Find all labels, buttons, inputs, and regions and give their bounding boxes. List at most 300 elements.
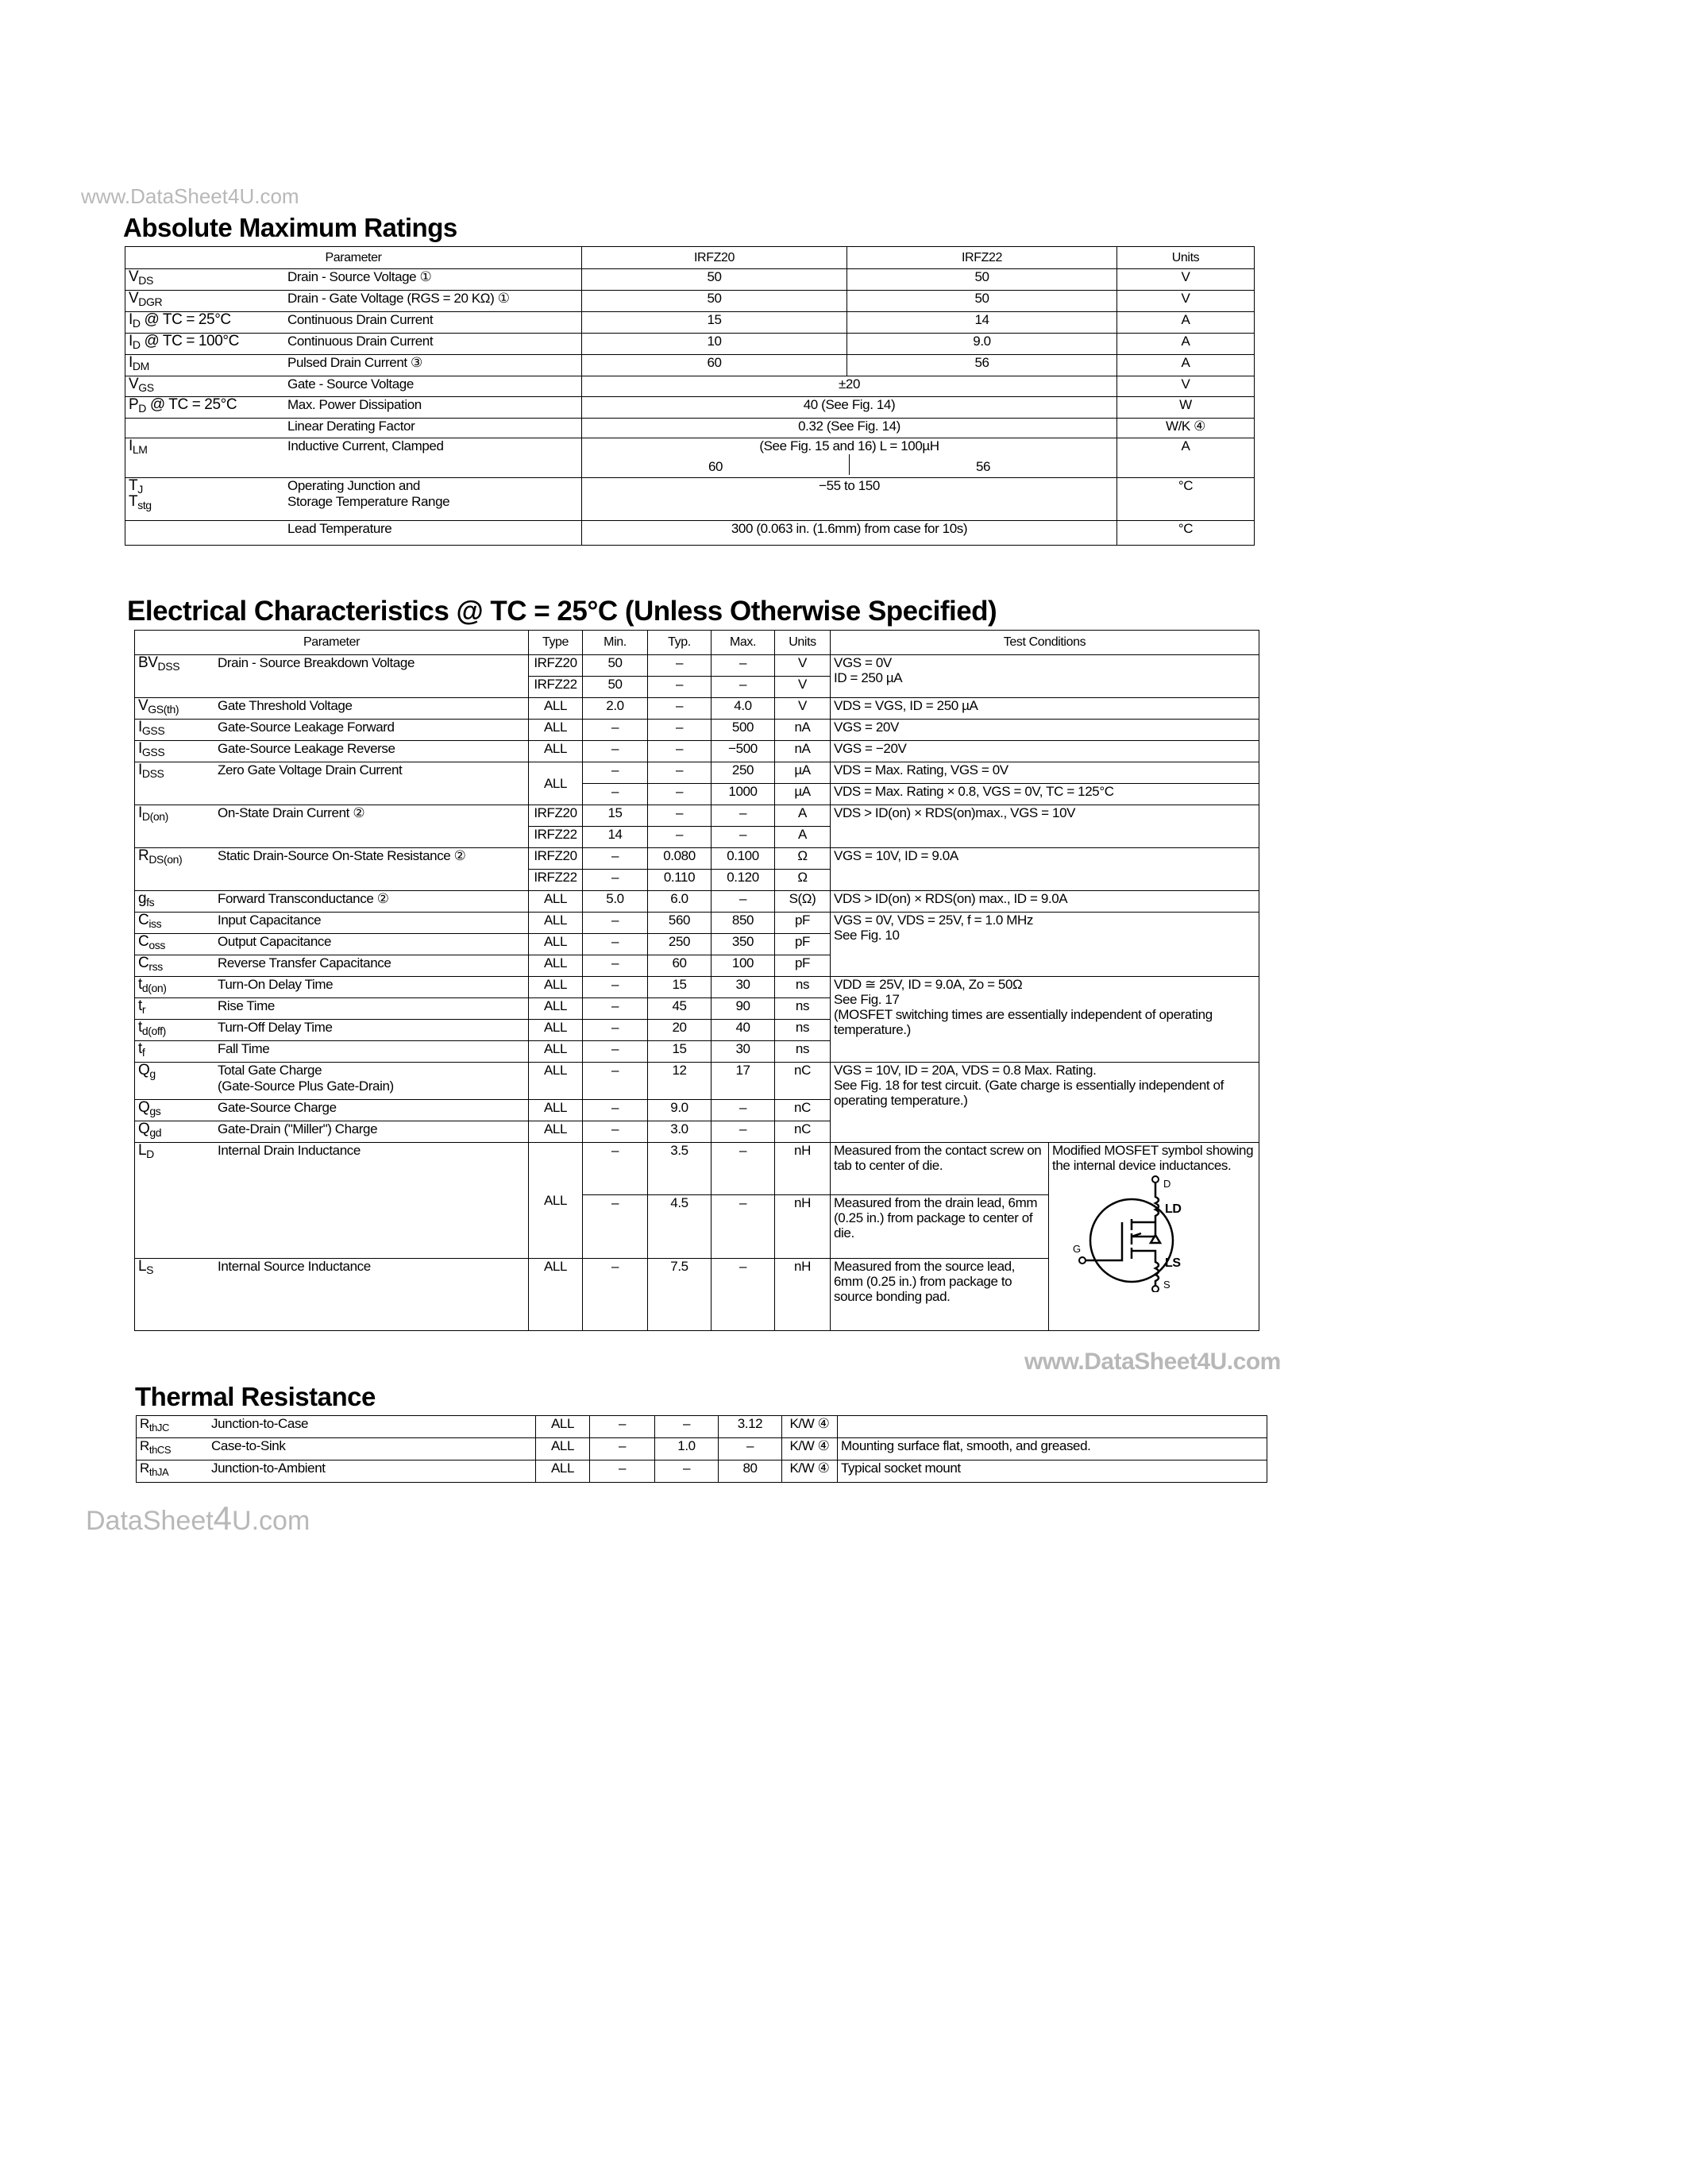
unit-cell: K/W ④ <box>782 1438 838 1461</box>
watermark-top: www.DataSheet4U.com <box>81 184 299 208</box>
parameter-box <box>129 291 578 307</box>
type-cell: ALL <box>529 1100 583 1121</box>
param-col <box>287 269 431 285</box>
symbol <box>129 291 280 307</box>
mosfet-label-ls: LS <box>1165 1256 1181 1270</box>
typ-cell: – <box>648 827 712 848</box>
test-condition <box>831 1063 1259 1143</box>
symbol <box>138 741 218 757</box>
parameter-cell <box>125 438 582 478</box>
watermark-bottom-c: U.com <box>232 1506 310 1536</box>
test-condition <box>831 805 1259 848</box>
symbol-sub: GS(th) <box>148 703 179 716</box>
value-both: −55 to 150 <box>582 478 1117 521</box>
max-cell: 80 <box>719 1461 782 1483</box>
parameter-cell <box>135 891 529 913</box>
irfz20-value: 50 <box>582 291 847 312</box>
table-row <box>135 741 1259 762</box>
type-cell: ALL <box>536 1438 590 1461</box>
unit-cell: A <box>1117 312 1255 334</box>
symbol-col <box>129 376 287 392</box>
max-cell: 1000 <box>712 784 775 805</box>
symbol-sub: LM <box>132 443 148 456</box>
symbol <box>129 355 280 371</box>
parameter-cell <box>135 1121 529 1143</box>
unit-cell: ns <box>775 1041 831 1063</box>
param-col <box>218 762 402 778</box>
unit-cell: W/K ④ <box>1117 419 1255 438</box>
symbol-main: T <box>129 493 138 510</box>
param-col <box>218 1041 269 1057</box>
symbol-sub: thJA <box>148 1466 169 1478</box>
max-cell: 500 <box>712 720 775 741</box>
type-cell: ALL <box>529 720 583 741</box>
parameter-box <box>138 1063 525 1094</box>
table-row <box>135 1063 1259 1100</box>
test-line-2: ID = 250 µA <box>834 670 903 685</box>
param-name: Internal Drain Inductance <box>218 1143 361 1158</box>
parameter-cell <box>135 720 529 741</box>
parameter-box <box>129 269 578 285</box>
min-cell: – <box>583 848 648 870</box>
test-line: VGS = 10V, ID = 20A, VDS = 0.8 Max. Rating. <box>834 1063 1097 1078</box>
symbol <box>138 848 218 864</box>
unit-cell: ns <box>775 998 831 1020</box>
param-col <box>218 698 353 714</box>
symbol <box>129 334 280 349</box>
header-type: Type <box>529 631 583 655</box>
parameter-box <box>138 1143 525 1159</box>
unit-cell: Ω <box>775 870 831 891</box>
typ-cell: 15 <box>648 977 712 998</box>
symbol-col <box>129 478 287 510</box>
table-row <box>135 762 1259 784</box>
test-condition <box>831 891 1259 913</box>
value-cell <box>582 438 1117 478</box>
parameter-cell <box>135 1041 529 1063</box>
param-name: Lead Temperature <box>287 521 392 536</box>
param-name: Gate-Drain ("Miller") Charge <box>218 1121 378 1136</box>
max-cell: – <box>712 677 775 698</box>
symbol-main: R <box>138 847 149 864</box>
typ-cell: 250 <box>648 934 712 955</box>
parameter-box <box>138 762 525 778</box>
max-cell: 850 <box>712 913 775 934</box>
table-row <box>125 291 1255 312</box>
symbol-sub: d(off) <box>141 1024 166 1037</box>
typ-cell: 0.110 <box>648 870 712 891</box>
parameter-cell <box>125 291 582 312</box>
parameter-cell <box>135 655 529 698</box>
table-row <box>125 397 1255 419</box>
test-line: VDS > ID(on) × RDS(on)max., VGS = 10V <box>834 805 1076 820</box>
table-row <box>135 720 1259 741</box>
typ-cell: 15 <box>648 1041 712 1063</box>
symbol <box>138 891 218 907</box>
symbol-main: R <box>140 1416 149 1431</box>
parameter-box <box>138 698 525 714</box>
parameter-box <box>138 1020 525 1036</box>
symbol-main: I <box>129 333 133 349</box>
min-cell: – <box>583 741 648 762</box>
param-name: Turn-Off Delay Time <box>218 1020 333 1035</box>
symbol-sub: D(on) <box>141 810 168 823</box>
symbol <box>138 977 218 993</box>
symbol-sub: DSS <box>141 767 164 780</box>
typ-cell: – <box>648 720 712 741</box>
symbol <box>140 1438 211 1454</box>
parameter-cell <box>135 1143 529 1259</box>
symbol-main: C <box>138 933 149 950</box>
symbol-main: I <box>138 805 142 821</box>
symbol <box>129 376 280 392</box>
unit-cell: pF <box>775 955 831 977</box>
parameter-cell <box>125 397 582 419</box>
electrical-title <box>127 596 997 627</box>
symbol-main: t <box>138 1040 142 1057</box>
test-condition: Measured from the contact screw on tab to center of die. <box>831 1143 1049 1195</box>
max-cell: – <box>712 655 775 677</box>
type-cell: ALL <box>529 934 583 955</box>
param-col <box>218 655 415 671</box>
symbol-sub: GSS <box>141 746 165 758</box>
parameter-box <box>138 891 525 907</box>
min-cell: – <box>583 1121 648 1143</box>
param-name: Turn-On Delay Time <box>218 977 334 992</box>
irfz20-value: 50 <box>582 269 847 291</box>
unit-cell: A <box>775 805 831 827</box>
max-cell: – <box>719 1438 782 1461</box>
min-cell: – <box>583 1100 648 1121</box>
parameter-box <box>138 1121 525 1137</box>
type-cell: IRFZ22 <box>529 827 583 848</box>
typ-cell: – <box>648 655 712 677</box>
parameter-box <box>138 1259 525 1275</box>
value-both: 40 (See Fig. 14) <box>582 397 1117 419</box>
param-col <box>218 1121 377 1137</box>
max-cell: – <box>712 1259 775 1331</box>
symbol-suffix: @ TC = 25°C <box>140 311 231 328</box>
param-col <box>287 291 510 307</box>
param-col <box>287 419 415 434</box>
max-cell: – <box>712 1195 775 1259</box>
irfz22-value: 56 <box>847 355 1117 376</box>
max-cell: – <box>712 827 775 848</box>
symbol-sub: DGR <box>138 295 163 308</box>
param-name: Junction-to-Case <box>211 1416 309 1431</box>
parameter-cell <box>125 376 582 397</box>
parameter-box <box>129 397 578 413</box>
symbol-sub: D <box>132 317 141 330</box>
type-cell: IRFZ20 <box>529 848 583 870</box>
mosfet-label-d: D <box>1163 1178 1170 1190</box>
symbol-main: R <box>140 1461 149 1476</box>
typ-cell: 60 <box>648 955 712 977</box>
min-cell: – <box>583 1063 648 1100</box>
type-cell: ALL <box>529 1143 583 1259</box>
param-name: Static Drain-Source On-State Resistance ② <box>218 848 466 863</box>
table-row <box>125 269 1255 291</box>
symbol-sub: f <box>141 1046 145 1059</box>
parameter-box <box>138 1041 525 1057</box>
max-cell: 350 <box>712 934 775 955</box>
header-parameter: Parameter <box>135 631 529 655</box>
unit-cell: pF <box>775 913 831 934</box>
irfz22-value: 56 <box>975 459 991 474</box>
max-cell: 30 <box>712 1041 775 1063</box>
value-both: ±20 <box>582 376 1117 397</box>
parameter-cell <box>125 419 582 438</box>
symbol <box>138 955 218 971</box>
parameter-box <box>129 438 578 454</box>
symbol-sub: thCS <box>148 1444 172 1456</box>
param-name: Fall Time <box>218 1041 270 1056</box>
parameter-cell <box>135 913 529 934</box>
parameter-box <box>138 805 525 821</box>
parameter-box <box>129 419 578 434</box>
parameter-box <box>138 655 525 671</box>
header-units: Units <box>1117 247 1255 269</box>
table-row <box>137 1461 1267 1483</box>
max-cell: – <box>712 891 775 913</box>
param-col <box>218 891 389 907</box>
param-col <box>218 998 275 1014</box>
symbol-sub: DSS <box>157 660 180 673</box>
param-name: Junction-to-Ambient <box>211 1461 326 1476</box>
min-cell: – <box>583 977 648 998</box>
unit-cell: µA <box>775 762 831 784</box>
test-condition <box>831 848 1259 891</box>
symbol-main: Q <box>138 1062 150 1078</box>
test-condition <box>831 977 1259 1063</box>
symbol-main: I <box>129 438 133 454</box>
symbol-main: Q <box>138 1099 150 1116</box>
min-cell: – <box>590 1416 655 1438</box>
max-cell: 0.100 <box>712 848 775 870</box>
symbol-main: V <box>129 268 139 285</box>
param-name: Case-to-Sink <box>211 1438 286 1453</box>
param-name: Reverse Transfer Capacitance <box>218 955 391 970</box>
symbol-col <box>129 355 287 371</box>
unit-cell: V <box>775 698 831 720</box>
table-row <box>125 438 1255 478</box>
typ-cell: – <box>648 784 712 805</box>
min-cell: – <box>583 998 648 1020</box>
parameter-cell <box>125 478 582 521</box>
param-col <box>218 1100 337 1116</box>
irfz20-value: 60 <box>582 355 847 376</box>
irfz22-value: 50 <box>847 291 1117 312</box>
header-typ-: Typ. <box>648 631 712 655</box>
table-row <box>137 1416 1267 1438</box>
test-line: VGS = −20V <box>834 741 907 756</box>
type-cell: IRFZ20 <box>529 655 583 677</box>
parameter-box <box>129 355 578 371</box>
typ-cell: 6.0 <box>648 891 712 913</box>
symbol <box>129 269 280 285</box>
symbol-col <box>129 419 287 434</box>
watermark-mid: www.DataSheet4U.com <box>1024 1349 1281 1375</box>
symbol <box>129 312 280 328</box>
symbol-col <box>129 397 287 413</box>
test-line-2: See Fig. 17 <box>834 992 900 1007</box>
parameter-cell <box>135 805 529 848</box>
test-condition: VDS = Max. Rating × 0.8, VGS = 0V, TC = 125°C <box>831 784 1259 805</box>
max-cell: 17 <box>712 1063 775 1100</box>
parameter-box <box>138 934 525 950</box>
param-name: Gate Threshold Voltage <box>218 698 353 713</box>
test-line: VDD ≅ 25V, ID = 9.0A, Zo = 50Ω <box>834 977 1023 992</box>
type-cell: ALL <box>529 977 583 998</box>
symbol <box>129 494 280 510</box>
max-cell: – <box>712 1143 775 1195</box>
min-cell: – <box>590 1438 655 1461</box>
ilm-values <box>582 454 1116 475</box>
param-name-2: (Gate-Source Plus Gate-Drain) <box>218 1078 394 1094</box>
typ-cell: 45 <box>648 998 712 1020</box>
irfz20-value: 60 <box>582 454 850 475</box>
symbol-sub: DM <box>132 360 149 372</box>
symbol-main: L <box>138 1258 147 1275</box>
value-both: 300 (0.063 in. (1.6mm) from case for 10s) <box>582 521 1117 546</box>
unit-cell: A <box>1117 438 1255 478</box>
symbol <box>138 1063 218 1094</box>
typ-cell: – <box>655 1461 719 1483</box>
param-col <box>218 805 364 821</box>
parameter-cell <box>135 698 529 720</box>
symbol-main: I <box>138 719 142 735</box>
unit-cell: Ω <box>775 848 831 870</box>
watermark-bottom-b: 4 <box>213 1499 233 1537</box>
parameter-cell <box>125 355 582 376</box>
min-cell: – <box>583 870 648 891</box>
typ-cell: – <box>648 741 712 762</box>
parameter-box <box>138 741 525 757</box>
test-line: VGS = 20V <box>834 720 899 735</box>
parameter-cell <box>135 1020 529 1041</box>
max-cell: 90 <box>712 998 775 1020</box>
type-cell: IRFZ20 <box>529 805 583 827</box>
ilm-note: (See Fig. 15 and 16) L = 100µH <box>759 438 939 453</box>
param-name: On-State Drain Current ② <box>218 805 365 820</box>
param-name: Gate-Source Charge <box>218 1100 337 1115</box>
symbol-main: T <box>129 477 138 494</box>
type-cell: ALL <box>529 1041 583 1063</box>
table-row <box>135 848 1259 870</box>
param-name: Gate-Source Leakage Reverse <box>218 741 395 756</box>
absolute-max-table <box>125 246 1255 546</box>
unit-cell: V <box>1117 269 1255 291</box>
type-cell: IRFZ22 <box>529 677 583 698</box>
symbol-main: I <box>138 740 142 757</box>
test-condition <box>831 698 1259 720</box>
symbol-sub: DS(on) <box>148 853 183 866</box>
irfz20-value: 10 <box>582 334 847 355</box>
header-test-conditions: Test Conditions <box>831 631 1259 655</box>
max-cell: – <box>712 805 775 827</box>
symbol <box>140 1461 211 1476</box>
watermark-bottom-a: DataSheet <box>86 1506 214 1536</box>
typ-cell: 20 <box>648 1020 712 1041</box>
max-cell: −500 <box>712 741 775 762</box>
unit-cell: nH <box>775 1195 831 1259</box>
unit-cell: nH <box>775 1259 831 1331</box>
test-condition <box>831 741 1259 762</box>
symbol-sub: D <box>132 338 141 351</box>
parameter-cell <box>135 998 529 1020</box>
max-cell: 0.120 <box>712 870 775 891</box>
parameter-box <box>138 848 525 864</box>
typ-cell: 0.080 <box>648 848 712 870</box>
min-cell: 2.0 <box>583 698 648 720</box>
type-cell: ALL <box>529 955 583 977</box>
symbol <box>138 655 218 671</box>
param-col <box>218 1259 371 1275</box>
symbol <box>140 1416 211 1432</box>
symbol-sub: D <box>138 402 146 415</box>
unit-cell: nC <box>775 1121 831 1143</box>
type-cell: ALL <box>529 1063 583 1100</box>
min-cell: – <box>583 913 648 934</box>
parameter-cell <box>135 762 529 805</box>
parameter-cell <box>135 1063 529 1100</box>
max-cell: 250 <box>712 762 775 784</box>
symbol-col <box>129 438 287 454</box>
min-cell: – <box>583 934 648 955</box>
symbol <box>138 720 218 735</box>
symbol-sub: thJC <box>148 1422 170 1433</box>
symbol-main: R <box>140 1438 149 1453</box>
table-row <box>125 312 1255 334</box>
param-name: Drain - Gate Voltage (RGS = 20 KΩ) ① <box>287 291 510 306</box>
unit-cell: A <box>1117 355 1255 376</box>
parameter-box <box>138 998 525 1014</box>
ilm-box <box>582 438 1116 475</box>
symbol-sub: g <box>149 1067 156 1080</box>
param-name: Max. Power Dissipation <box>287 397 422 412</box>
unit-cell: nC <box>775 1100 831 1121</box>
unit-cell: K/W ④ <box>782 1416 838 1438</box>
max-cell: 100 <box>712 955 775 977</box>
typ-cell: – <box>648 805 712 827</box>
unit-cell: V <box>775 655 831 677</box>
table-row <box>135 698 1259 720</box>
parameter-box <box>129 478 578 510</box>
symbol-sub: rss <box>148 960 163 973</box>
value-both: 0.32 (See Fig. 14) <box>582 419 1117 438</box>
header-max-: Max. <box>712 631 775 655</box>
typ-cell: 12 <box>648 1063 712 1100</box>
thermal-table <box>136 1415 1267 1483</box>
typ-cell: – <box>648 698 712 720</box>
parameter-cell <box>135 955 529 977</box>
irfz20-value: 15 <box>582 312 847 334</box>
test-condition <box>831 913 1259 977</box>
param-name: Drain - Source Voltage ① <box>287 269 432 284</box>
test-condition: VDS = Max. Rating, VGS = 0V <box>831 762 1259 784</box>
table-row <box>125 334 1255 355</box>
param-name: Zero Gate Voltage Drain Current <box>218 762 403 778</box>
table-row <box>125 521 1255 546</box>
symbol-main: C <box>138 912 149 928</box>
param-name: Inductive Current, Clamped <box>287 438 444 453</box>
symbol-main: t <box>138 1019 142 1036</box>
param-col <box>287 376 414 392</box>
parameter-cell <box>125 269 582 291</box>
symbol-main: BV <box>138 654 158 671</box>
param-col <box>287 334 433 349</box>
min-cell: 50 <box>583 655 648 677</box>
